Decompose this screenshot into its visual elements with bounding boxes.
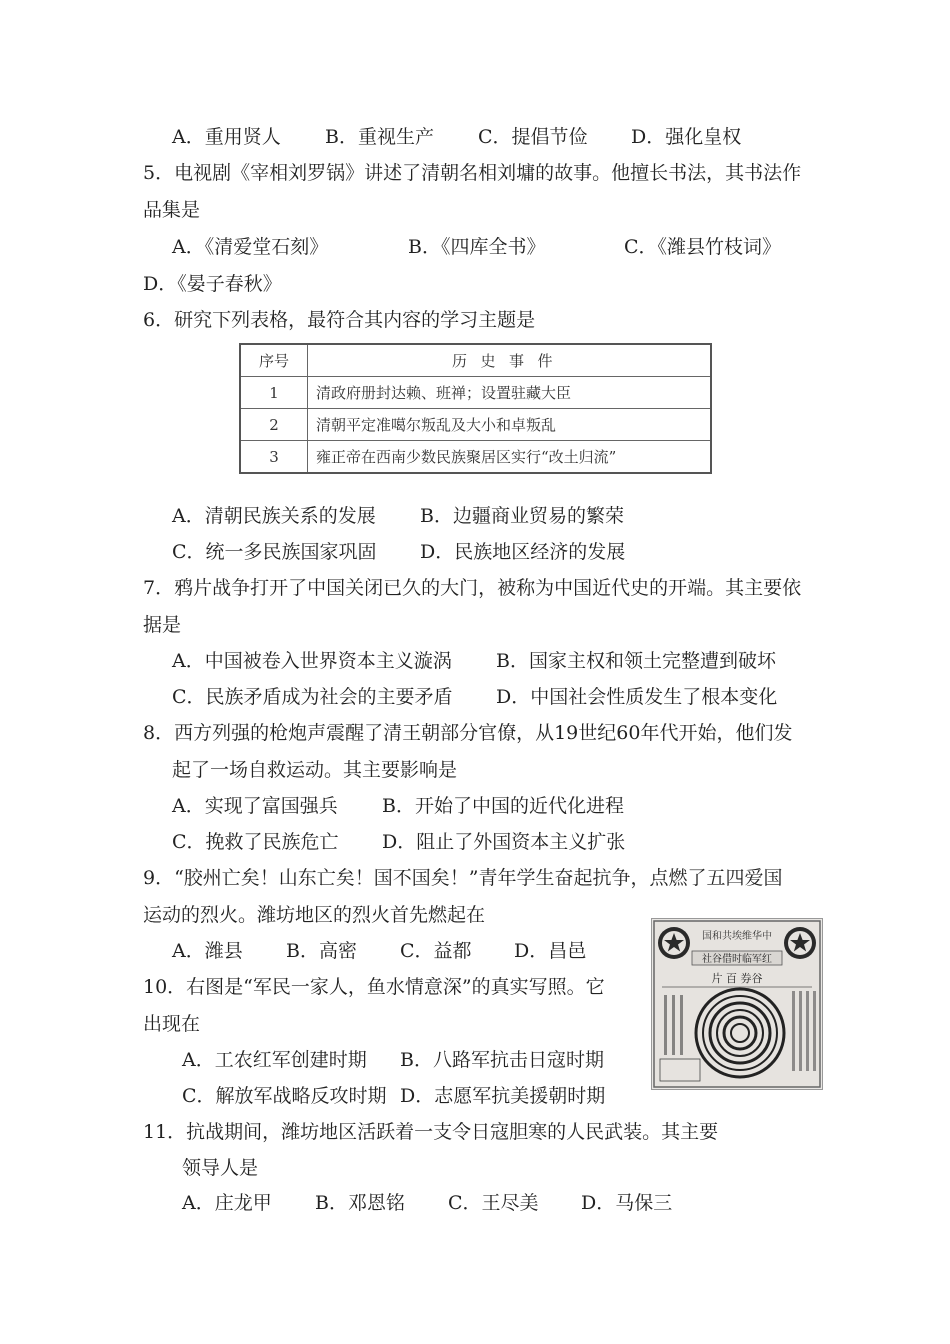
history-events-table [239,343,712,474]
q10-option-c: C．解放军战略反攻时期 [182,1085,387,1107]
q10-option-b: B．八路军抗击日寇时期 [400,1049,604,1071]
q8-option-b: B．开始了中国的近代化进程 [382,795,624,817]
table-row [240,409,711,441]
q8-stem-line2: 起了一场自救运动。其主要影响是 [172,759,458,781]
q9-option-c: C．益都 [400,940,472,962]
q10-stem-line2: 出现在 [143,1013,201,1035]
q11-option-a: A．庄龙甲 [182,1192,272,1214]
q6-option-a: A．清朝民族关系的发展 [172,505,376,527]
q7-stem-line2: 据是 [143,614,182,636]
q5-options [172,235,781,259]
q11-stem-line1: 11．抗战期间，潍坊地区活跃着一支令日寇胆寒的人民武装。其主要 [143,1121,719,1143]
q9-stem-line2: 运动的烈火。潍坊地区的烈火首先燃起在 [143,904,486,926]
ticket-top-text: 国和共埃维华中 [702,931,772,942]
red-army-grain-ticket-image [651,918,823,1090]
q10-options-row1 [182,1048,604,1072]
q9-stem-line1: 9．“胶州亡矣！山东亡矣！国不国矣！”青年学生奋起抗争，点燃了五四爱国 [143,867,783,889]
q6-stem: 6．研究下列表格，最符合其内容的学习主题是 [143,309,536,331]
table-cell-num: 3 [240,441,308,474]
table-row [240,441,711,474]
q5-option-b: B．《四库全书》 [408,236,546,258]
q9-option-a: A．潍县 [172,940,243,962]
q7-option-a: A．中国被卷入世界资本主义漩涡 [172,650,452,672]
q6-option-d: D．民族地区经济的发展 [420,541,626,563]
q7-options-row1 [172,649,776,673]
q4-option-c: C．提倡节俭 [478,126,588,148]
table-cell-event: 清政府册封达赖、班禅；设置驻藏大臣 [308,377,712,409]
q7-option-d: D．中国社会性质发生了根本变化 [496,686,778,708]
q11-options [182,1191,672,1215]
q5-option-c: C．《潍县竹枝词》 [624,236,782,258]
q10-options-row2 [182,1084,605,1108]
q5-option-d: D．《晏子春秋》 [143,273,282,295]
q11-option-b: B．邓恩铭 [315,1192,405,1214]
ticket-band-text: 社谷借时临军红 [702,954,772,965]
table-header-event: 历史事件 [308,344,712,377]
q10-stem-line1: 10．右图是“军民一家人，鱼水情意深”的真实写照。它 [143,976,605,998]
q4-option-d: D．强化皇权 [631,126,742,148]
q6-option-c: C．统一多民族国家巩固 [172,541,377,563]
q5-option-a: A．《清爱堂石刻》 [172,236,329,258]
ticket-mid-text: 片 百 券谷 [711,972,763,985]
q5-stem-line1: 5．电视剧《宰相刘罗锅》讲述了清朝名相刘墉的故事。他擅长书法，其书法作 [143,162,802,184]
q4-option-a: A．重用贤人 [172,126,281,148]
q11-option-d: D．马保三 [581,1192,673,1214]
table-row [240,377,711,409]
q8-option-a: A．实现了富国强兵 [172,795,338,817]
table-cell-num: 1 [240,377,308,409]
q10-option-a: A．工农红军创建时期 [182,1049,367,1071]
q7-option-b: B．国家主权和领土完整遭到破坏 [496,650,776,672]
grain-ticket-illustration [652,919,822,1089]
q4-options [172,125,741,149]
q7-options-row2 [172,685,777,709]
table-cell-event: 雍正帝在西南少数民族聚居区实行“改土归流” [308,441,712,474]
q10-option-d: D．志愿军抗美援朝时期 [400,1085,606,1107]
q9-option-d: D．昌邑 [514,940,587,962]
q11-option-c: C．王尽美 [448,1192,539,1214]
q6-option-b: B．边疆商业贸易的繁荣 [420,505,624,527]
q5-stem-line2: 品集是 [143,199,201,221]
table-header-num: 序号 [240,344,308,377]
table-header-row [240,344,711,377]
q8-option-c: C．挽救了民族危亡 [172,831,339,853]
q8-options-row2 [172,830,625,854]
q4-option-b: B．重视生产 [325,126,434,148]
q7-stem-line1: 7．鸦片战争打开了中国关闭已久的大门，被称为中国近代史的开端。其主要依 [143,577,802,599]
q8-options-row1 [172,794,624,818]
q9-option-b: B．高密 [286,940,357,962]
q6-options-row1 [172,504,624,528]
q8-stem-line1: 8．西方列强的枪炮声震醒了清王朝部分官僚，从19世纪60年代开始，他们发 [143,722,793,744]
q6-options-row2 [172,540,625,564]
q8-option-d: D．阻止了外国资本主义扩张 [382,831,626,853]
table-cell-event: 清朝平定准噶尔叛乱及大小和卓叛乱 [308,409,712,441]
q11-stem-line2: 领导人是 [182,1157,259,1179]
table-cell-num: 2 [240,409,308,441]
q7-option-c: C．民族矛盾成为社会的主要矛盾 [172,686,453,708]
q9-options [172,939,586,963]
